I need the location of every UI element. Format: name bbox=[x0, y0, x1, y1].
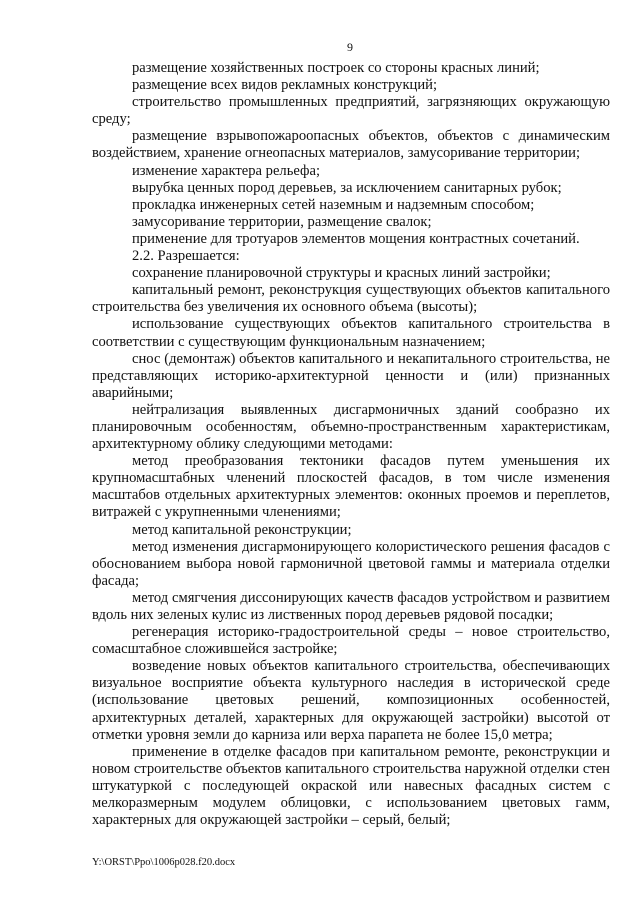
paragraph: размещение хозяйственных построек со стороны красных линий; bbox=[132, 60, 540, 76]
paragraph: размещение взрывопожароопасных объектов, объектов с динамическим воздействием, хранение огнеопасных материалов, замусоривание территории; bbox=[92, 128, 610, 162]
section-heading: 2.2. Разрешается: bbox=[132, 248, 240, 265]
paragraph: метод изменения дисгармонирующего колористического решения фасадов с обоснованием выбора новой гармоничной цветовой гаммы и материала отделки фасада; bbox=[92, 538, 610, 589]
paragraph: применение для тротуаров элементов мощения контрастных сочетаний. bbox=[132, 230, 580, 247]
paragraph: метод смягчения диссонирующих качеств фасадов устройством и развитием вдоль них зеленых кулис из лиственных пород деревьев рядовой посадки; bbox=[92, 589, 610, 623]
paragraph: метод капитальной реконструкции; bbox=[132, 521, 352, 538]
paragraph: применение в отделке фасадов при капитальном ремонте, реконструкции и новом строительстве объектов капитального строительства наружной отделки стен штукатуркой с последующей окраской или навесных фасадных систем с мелкоразмерным модулем облицовки, с использованием цветовых гамм, характерных для окружающей застройки – серый, белый; bbox=[92, 743, 610, 829]
page-number: 9 bbox=[347, 40, 353, 54]
paragraph: вырубка ценных пород деревьев, за исключением санитарных рубок; bbox=[132, 179, 562, 196]
paragraph: прокладка инженерных сетей наземным и надземным способом; bbox=[132, 196, 535, 213]
paragraph: нейтрализация выявленных дисгармоничных зданий сообразно их планировочным особенностям, объемно-пространственным характеристикам, архитектурному облику следующими методами: bbox=[92, 401, 610, 453]
document-body bbox=[92, 60, 610, 829]
paragraph: сохранение планировочной структуры и красных линий застройки; bbox=[132, 265, 551, 282]
paragraph: изменение характера рельефа; bbox=[132, 162, 321, 179]
paragraph: замусоривание территории, размещение свалок; bbox=[132, 213, 432, 230]
file-path-footer: Y:\ORST\Ppo\1006p028.f20.docx bbox=[92, 857, 236, 868]
paragraph: снос (демонтаж) объектов капитального и некапитального строительства, не представляющих историко-архитектурной ценности и (или) признанных аварийными; bbox=[92, 350, 610, 401]
paragraph: капитальный ремонт, реконструкция существующих объектов капитального строительства без увеличения их основного объема (высоты); bbox=[92, 282, 610, 316]
paragraph: регенерация историко-градостроительной среды – новое строительство, сомасштабное сложившейся застройке; bbox=[92, 624, 610, 658]
paragraph: метод преобразования тектоники фасадов путем уменьшения их крупномасштабных членений плоскостей фасадов, в том числе изменения масштабов отдельных архитектурных элементов: оконных проемов и переплетов, витражей с укрупненными членениями; bbox=[92, 453, 610, 521]
paragraph: строительство промышленных предприятий, загрязняющих окружающую среду; bbox=[92, 94, 610, 128]
paragraph: возведение новых объектов капитального строительства, обеспечивающих визуальное восприятие объекта культурного наследия в исторической среде (использование цветовых решений, композиционных особенностей, архитектурных деталей, характерных для окружающей застройки) высотой от отметки уровня земли до карниза или верха парапета не более 15,0 метра; bbox=[92, 658, 610, 743]
paragraph: размещение всех видов рекламных конструкций; bbox=[132, 77, 438, 94]
paragraph: использование существующих объектов капитального строительства в соответствии с существующим функциональным назначением; bbox=[92, 316, 610, 350]
